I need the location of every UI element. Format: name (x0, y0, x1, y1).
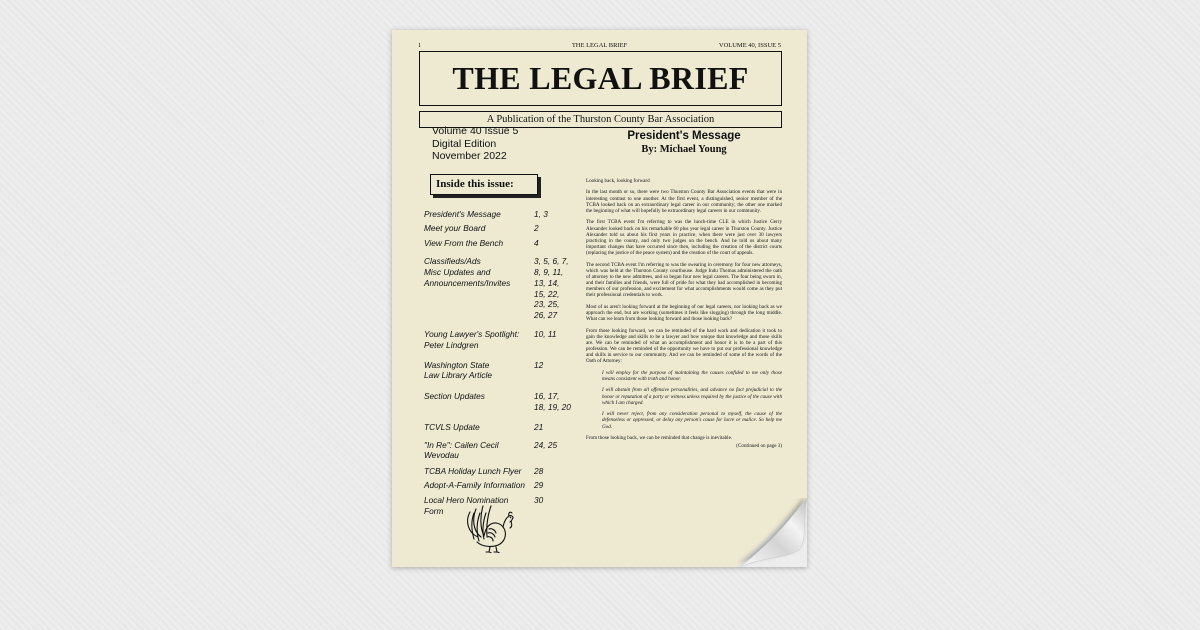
toc-title: TCBA Holiday Lunch Flyer (424, 466, 522, 477)
table-of-contents (424, 209, 579, 516)
toc-row[interactable] (424, 440, 579, 462)
toc-pages: 3, 5, 6, 7, 8, 9, 11, 13, 14, 15, 22, 23, 25, 26, 27 (534, 256, 569, 321)
toc-row[interactable] (424, 480, 579, 491)
page-curl-icon[interactable] (737, 498, 807, 568)
toc-row[interactable] (424, 391, 579, 413)
toc-row[interactable] (424, 422, 579, 433)
toc-title: Adopt-A-Family Information (424, 480, 525, 491)
toc-title: President's Message (424, 209, 501, 219)
toc-title: View From the Bench (424, 238, 504, 249)
article-paragraph: The first TCBA event I'm referring to was the lunch-time CLE in which Justice Gerry Alexander looked back on his remarkable 60 plus year legal career in Thurston County. Justice Alexander told us about his first years in practice, when there were just over 30 lawyers practicing in the county, and only two judges on the bench. And he told us about many important changes that have occurred since then, including the creation of the district courts (replacing the justice of the peace system) and the creation of the court of appeals. (586, 219, 782, 257)
toc-pages: 1, 3 (534, 209, 548, 219)
toc-pages: 29 (534, 480, 544, 491)
masthead-title-box (419, 51, 782, 106)
toc-title: Washington State Law Library Article (424, 359, 492, 381)
toc-row[interactable] (424, 256, 579, 321)
toc-row[interactable] (424, 209, 579, 220)
edition-format: Digital Edition (432, 137, 497, 150)
article-paragraph: From those looking forward, we can be reminded of the hard work and dedication it took to gain the knowledge and skills to be a lawyer and how unique that knowledge and those skills are. We can be reminded of what an accomplishment and honor it is to be a part of this profession. We can be reminded of the opportunity we have to put our professional knowledge and skills in service to our community. And we can be reminded of some of the words of the Oath of Attorney: (586, 327, 782, 365)
toc-row[interactable] (424, 466, 579, 477)
masthead-title: THE LEGAL BRIEF (452, 60, 749, 96)
inside-this-issue-heading: Inside this issue: (430, 174, 538, 195)
article-column (586, 130, 782, 455)
continued-note: (Continued on page 3) (736, 443, 782, 450)
toc-title: Young Lawyer's Spotlight: Peter Lindgren (424, 328, 520, 350)
article-body (586, 178, 782, 450)
article-paragraph: Looking back, looking forward (586, 178, 650, 184)
running-title: THE LEGAL BRIEF (571, 42, 628, 49)
toc-title: Meet your Board (424, 222, 486, 233)
toc-pages: 12 (534, 359, 544, 370)
article-closing: From those looking back, we can be reminded that change is inevitable. (586, 434, 733, 441)
toc-pages: 30 (534, 494, 544, 505)
toc-pages: 21 (534, 421, 544, 432)
toc-pages: 4 (534, 238, 539, 249)
toc-pages: 28 (534, 466, 544, 477)
page-number: 1 (418, 42, 422, 49)
oath-quote: I will abstain from all offensive personalities, and advance no fact prejudicial to the honor or reputation of a party or witness unless required by the justice of the cause with which I am charged. (602, 387, 782, 406)
toc-title: Classifieds/Ads Misc Updates and Announcements/Invites (424, 256, 511, 288)
toc-row[interactable] (424, 329, 579, 351)
toc-title: "In Re": Cailen Cecil Wevodau (424, 439, 499, 461)
toc-row[interactable] (424, 238, 579, 249)
oath-quote: I will employ for the purpose of maintaining the causes confided to me only those means consistent with truth and honor. (602, 369, 782, 382)
toc-pages: 24, 25 (534, 439, 558, 450)
article-paragraph: In the last month or so, there were two Thurston County Bar Association events that were in interesting contrast to one another. At the first event, a distinguished, senior member of the TCBA looked back on an extraordinary legal career in our community; the other one marked the beginning of what will hopefully be extraordinary legal careers in our community. (586, 189, 782, 214)
article-paragraph: Most of us aren't looking forward at the beginning of our legal careers, nor looking back as we approach the end, but are working (sometimes it feels like slogging) through the long middle. What can we learn from those looking forward and those looking back? (586, 303, 782, 323)
turkey-icon (462, 501, 520, 553)
toc-pages: 16, 17, 18, 19, 20 (534, 391, 571, 412)
running-volume-issue: VOLUME 40, ISSUE 5 (718, 42, 781, 49)
running-header (418, 42, 781, 51)
edition-volume-issue: Volume 40 Issue 5 (432, 125, 519, 137)
oath-quote: I will never reject, from any consideration personal to myself, the cause of the defenseless or oppressed, or delay any person's cause for lucre or malice. So help me God. (602, 411, 782, 430)
masthead-subtitle: A Publication of the Thurston County Bar Association (419, 111, 782, 128)
newsletter-page (392, 30, 807, 567)
article-byline: By: Michael Young (641, 144, 727, 155)
toc-title: Section Updates (424, 391, 485, 402)
toc-pages: 2 (534, 222, 539, 233)
toc-title: Local Hero Nomination Form (424, 494, 509, 516)
toc-title: TCVLS Update (424, 421, 480, 432)
article-title: President's Message (627, 130, 741, 142)
edition-info (432, 125, 518, 163)
toc-pages: 10, 11 (534, 328, 557, 339)
edition-date: November 2022 (432, 150, 507, 162)
toc-row[interactable] (424, 223, 579, 234)
article-paragraph: The second TCBA event I'm referring to was the swearing in ceremony for four new attorneys, which was held at the Thurston County courthouse. Judge Indu Thomas administered the oath of attorney to the new admittees, and so began four new legal careers. The four being sworn in, and their families and friends, were full of pride for what they had accomplished in becoming members of our profession, and excitement for what accomplishments would come as they put their professional credentials to work. (586, 261, 782, 299)
toc-row[interactable] (424, 360, 579, 382)
